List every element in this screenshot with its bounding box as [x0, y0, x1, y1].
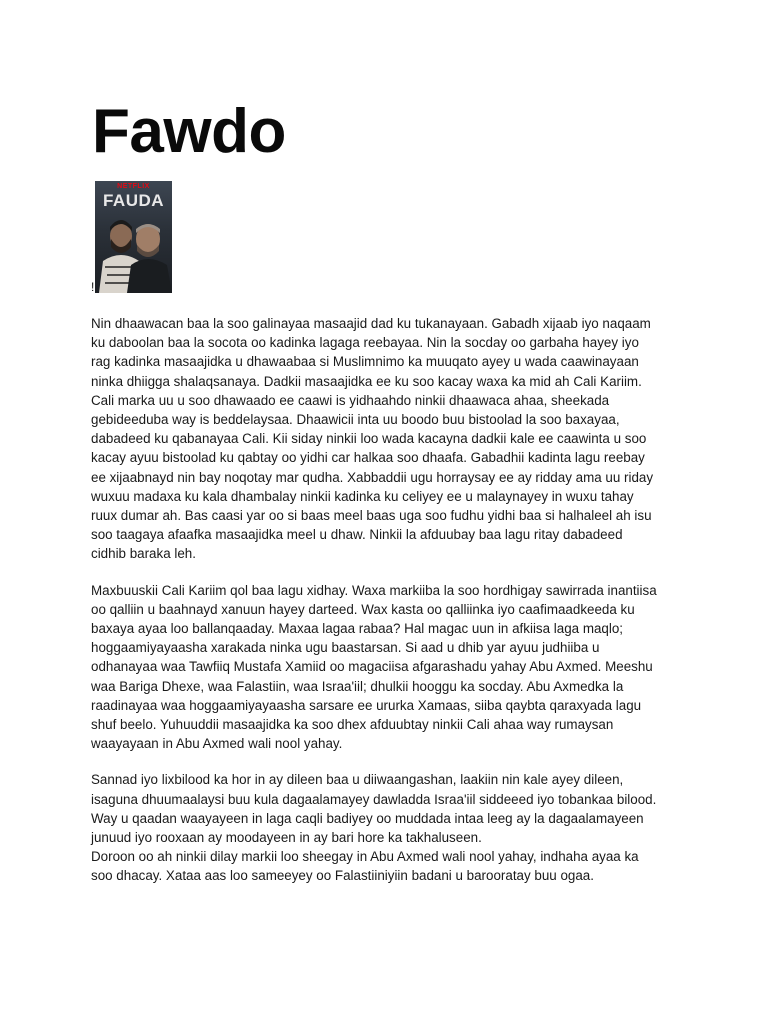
article-body	[91, 314, 681, 886]
paragraph: Nin dhaawacan baa la soo galinayaa masaajid dad ku tukanayaan. Gabadh xijaab iyo naqaam ku daboolan baa la socota oo kadinka lagaga reebayaa. Nin la socday oo garbaha hayey iyo rag kadinka masaajidka u dhawaabaa si Muslimnimo ka muuqato ayey u wada caawinayaan ninka dhiigga shalaqsanaya. Dadkii masaajidka ee ku soo kacay waxa ka mid ah Cali Kariim. Cali marka uu u soo dhawaado ee caawi is yidhaahdo ninkii dhaawaca ahaa, sheekada gebideeduba way is beddelaysaa. Dhaawicii inta uu boodo buu bistoolad la soo baxayaa, dabadeed ku qabanayaa Cali. Kii siday ninkii loo wada kacayna dadkii kale ee caawinta u soo kacay ayuu bistoolad ku qabtay oo yidhi car halkaa soo dhaafa. Gabadhii kadinta lagu reebay ee xijaabnayd nin bay noqotay mar qudha. Xabbaddii ugu horraysay ee ay ridday ama uu riday wuxuu madaxa ku kala dhambalay ninkii kadinka ku celiyey ee u malaynayey in wuxu tahay ruux dumar ah. Bas caasi yar oo si baas meel baas uga soo fudhu yidhi baa si halhaleel ah isu soo taagaya afaafka masaajidka meel u dhaw. Ninkii la afduubay baa lagu ritay dabadeed cidhib baraka leh.	[91, 316, 654, 562]
stray-exclamation: !	[91, 280, 95, 294]
paragraph: Sannad iyo lixbilood ka hor in ay dileen baa u diiwaangashan, laakiin nin kale ayey dileen, isaguna dhuumaalaysi buu kula dagaalamayey dawladda Israa'iil siddeeed iyo tobankaa bilood. Way u qaadan waayayeen in laga caqli badiyey oo muddada intaa leeg ay la dagaalamayeen junuud iyo rooxaan ay moodayeen in ay bari hore ka takhaluseen.	[91, 772, 657, 846]
paragraph: Doroon oo ah ninkii dilay markii loo sheegay in Abu Axmed wali nool yahay, indhaha ayaa ka soo dhacay. Xataa aas loo sameeyey oo Falastiiniyiin badani u barooratay buu ogaa.	[91, 849, 639, 884]
poster-brand: NETFLIX	[117, 183, 150, 190]
poster-figures	[95, 181, 172, 293]
paragraph: Maxbuuskii Cali Kariim qol baa lagu xidhay. Waxa markiiba la soo hordhigay sawirrada inantiisa oo qalliin u baahnayd xanuun hayey darteed. Wax kasta oo qalliinka iyo caafimaadkeeda ku baxaya ayaa loo ballanqaaday. Maxaa lagaa rabaa? Hal magac uun in afkiisa laga maqlo; hoggaamiyayaasha xarakada ninka ugu baastarsan. Si aad u dhib yar ayuu judhiiba u odhanayaa waa Tawfiiq Mustafa Xamiid oo magaciisa afgarashadu yahay Abu Axmed. Meeshu waa Bariga Dhexe, waa Falastiin, waa Israa'iil; dhulkii hooggu ka socday. Abu Axmedka la raadinayaa waa hoggaamiyayaasha sarsare ee ururka Xamaas, siiba qaybta qaraxyada lagu shuf beelo. Yuhuuddii masaajidka ka soo dhex afduubtay ninkii Cali ahaa way rumaysan waayayaan in Abu Axmed wali nool yahay.	[91, 582, 657, 752]
document-title: Fawdo	[92, 97, 286, 166]
poster-title: FAUDA	[102, 191, 165, 210]
fauda-poster-image	[95, 181, 172, 293]
